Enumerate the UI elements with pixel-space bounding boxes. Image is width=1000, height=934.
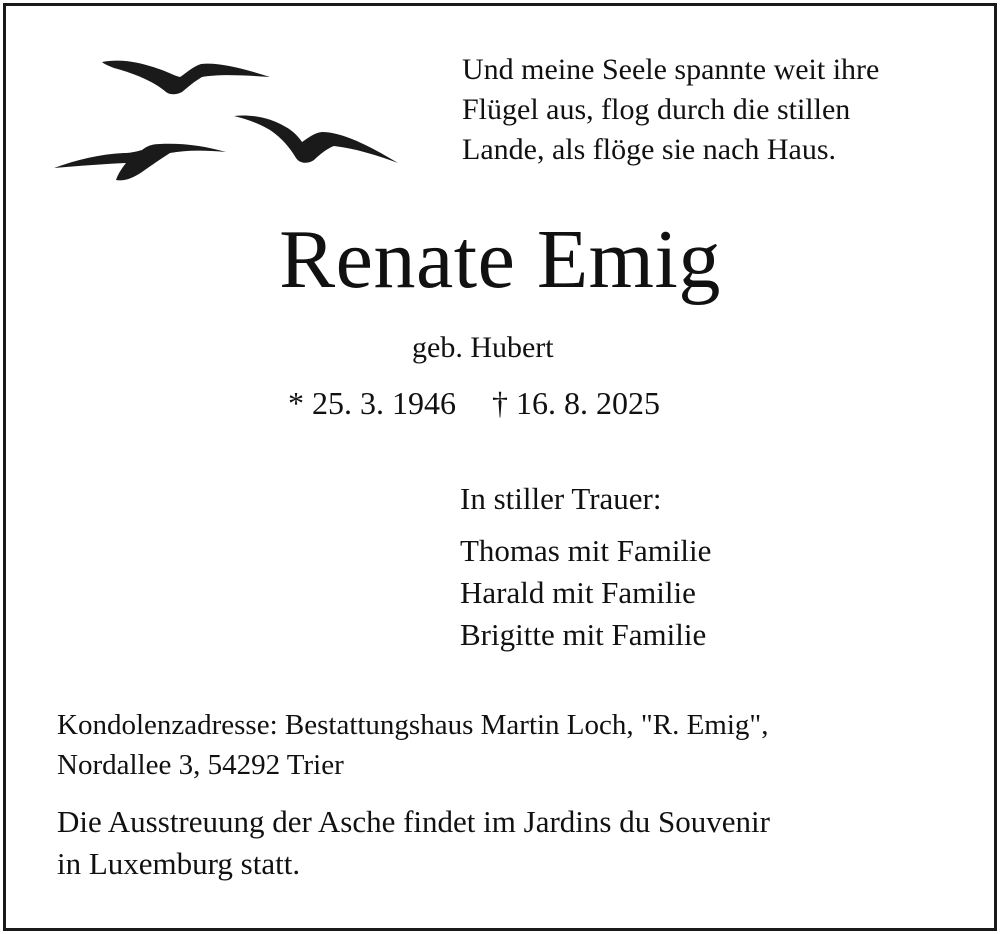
bird-icon (102, 61, 270, 95)
life-dates (288, 382, 660, 424)
quote-verse (462, 50, 962, 170)
condolence-line: Nordallee 3, 54292 Trier (57, 749, 344, 781)
quote-line: Lande, als flöge sie nach Haus. (462, 133, 837, 166)
birds-illustration (52, 50, 402, 190)
bird-icon (54, 144, 226, 181)
mourners-list (460, 530, 711, 656)
condolence-address (57, 705, 769, 785)
deceased-name: Renate Emig (279, 213, 721, 306)
scattering-line: Die Ausstreuung der Asche findet im Jardins du Souvenir (57, 804, 770, 839)
birth-date: * 25. 3. 1946 (288, 385, 456, 421)
death-date: † 16. 8. 2025 (492, 385, 660, 421)
quote-line: Flügel aus, flog durch die stillen (462, 93, 851, 126)
mourner-name: Thomas mit Familie (460, 533, 712, 568)
condolence-line: Kondolenzadresse: Bestattungshaus Martin Loch, "R. Emig", (57, 709, 769, 741)
mourners-heading: In stiller Trauer: (460, 481, 662, 516)
ash-scattering-notice (57, 801, 770, 885)
mourner-name: Brigitte mit Familie (460, 617, 707, 652)
bird-icon (234, 115, 398, 163)
mourner-name: Harald mit Familie (460, 575, 696, 610)
scattering-line: in Luxemburg statt. (57, 846, 301, 881)
maiden-name: geb. Hubert (412, 331, 554, 364)
quote-line: Und meine Seele spannte weit ihre (462, 53, 880, 86)
